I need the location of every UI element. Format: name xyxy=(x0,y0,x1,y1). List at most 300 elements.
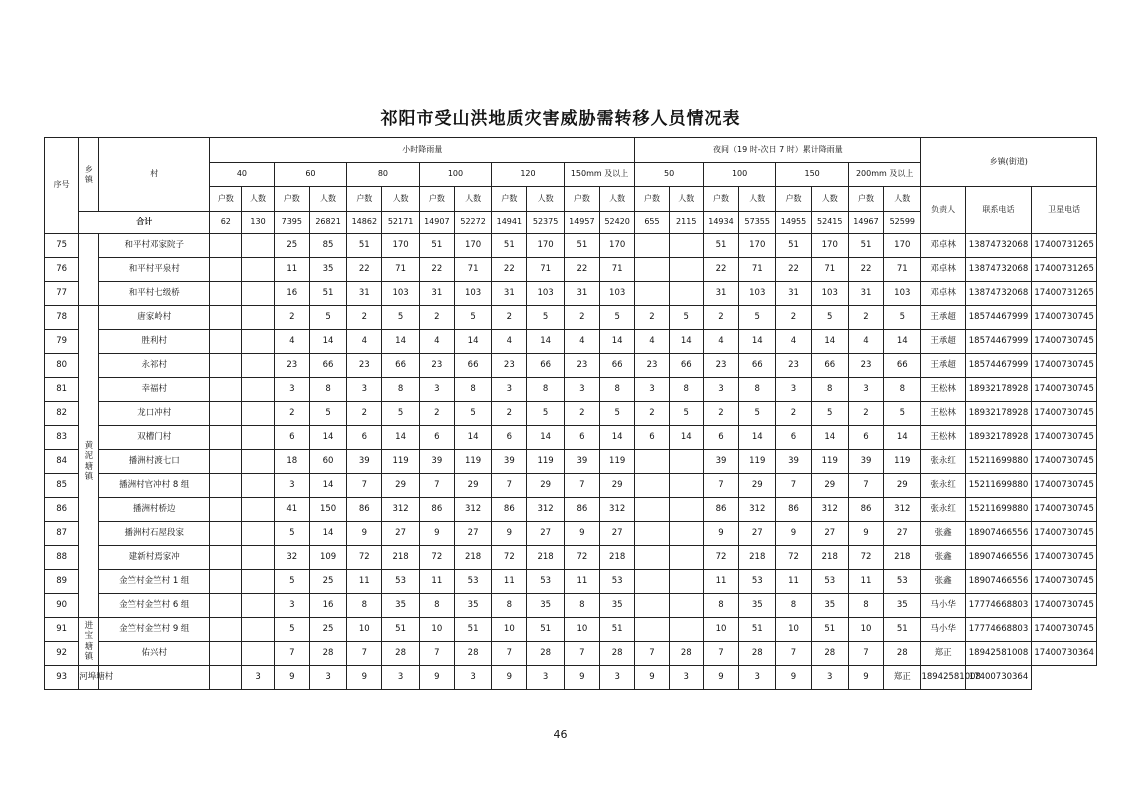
value-cell xyxy=(242,306,274,330)
value-cell xyxy=(210,546,242,570)
value-cell: 9 xyxy=(419,522,454,546)
value-cell: 11 xyxy=(564,570,599,594)
level-hourly-40: 40 xyxy=(210,163,274,187)
value-cell xyxy=(669,282,703,306)
value-cell: 22 xyxy=(564,258,599,282)
table-row xyxy=(45,522,1097,546)
value-cell: 8 xyxy=(669,378,703,402)
village-cell: 龙口冲村 xyxy=(99,402,210,426)
value-cell: 71 xyxy=(527,258,564,282)
township-cell: 黄泥塘镇 xyxy=(79,306,99,618)
village-cell: 河埠塘村 xyxy=(79,666,99,690)
value-cell xyxy=(669,546,703,570)
value-cell: 9 xyxy=(564,666,599,690)
value-cell: 7 xyxy=(564,642,599,666)
value-cell: 8 xyxy=(309,378,346,402)
value-cell xyxy=(242,378,274,402)
value-cell: 23 xyxy=(635,354,669,378)
value-cell: 5 xyxy=(884,402,921,426)
value-cell: 85 xyxy=(309,234,346,258)
phone-cell: 18907466556 xyxy=(965,570,1031,594)
value-cell: 9 xyxy=(635,666,669,690)
value-cell: 103 xyxy=(739,282,776,306)
value-cell xyxy=(635,450,669,474)
value-cell: 119 xyxy=(811,450,848,474)
table-row xyxy=(45,354,1097,378)
value-cell: 27 xyxy=(599,522,634,546)
table-row xyxy=(45,378,1097,402)
value-cell: 86 xyxy=(564,498,599,522)
value-cell: 29 xyxy=(884,474,921,498)
sat-phone-cell: 17400730745 xyxy=(1032,546,1097,570)
value-cell xyxy=(242,282,274,306)
village-cell: 播洲村石屋段家 xyxy=(99,522,210,546)
sat-phone-cell: 17400730745 xyxy=(1032,450,1097,474)
seq-cell: 76 xyxy=(45,258,79,282)
value-cell: 31 xyxy=(703,282,738,306)
value-cell xyxy=(669,570,703,594)
value-cell: 28 xyxy=(599,642,634,666)
value-cell: 66 xyxy=(454,354,491,378)
col-header-households: 户数 xyxy=(347,187,382,212)
township-cell xyxy=(79,234,99,306)
col-header-households: 户数 xyxy=(703,187,738,212)
value-cell: 5 xyxy=(454,402,491,426)
col-header-people: 人数 xyxy=(884,187,921,212)
value-cell: 27 xyxy=(527,522,564,546)
value-cell: 7 xyxy=(635,642,669,666)
village-cell: 金竺村金竺村 1 组 xyxy=(99,570,210,594)
value-cell: 2 xyxy=(274,306,309,330)
value-cell: 23 xyxy=(776,354,811,378)
value-cell: 51 xyxy=(811,618,848,642)
level-hourly-60: 60 xyxy=(274,163,347,187)
value-cell: 27 xyxy=(884,522,921,546)
value-cell: 14 xyxy=(669,330,703,354)
value-cell: 8 xyxy=(382,378,419,402)
sat-phone-cell: 17400731265 xyxy=(1032,258,1097,282)
value-cell: 4 xyxy=(564,330,599,354)
value-cell xyxy=(242,546,274,570)
col-header-people: 人数 xyxy=(454,187,491,212)
seq-cell: 84 xyxy=(45,450,79,474)
value-cell: 11 xyxy=(703,570,738,594)
value-cell: 6 xyxy=(564,426,599,450)
col-header-households: 户数 xyxy=(635,187,669,212)
village-cell: 播洲村官冲村 8 组 xyxy=(99,474,210,498)
value-cell: 9 xyxy=(703,522,738,546)
value-cell: 218 xyxy=(599,546,634,570)
seq-cell: 87 xyxy=(45,522,79,546)
value-cell: 2 xyxy=(776,306,811,330)
value-cell: 28 xyxy=(527,642,564,666)
phone-cell: 18907466556 xyxy=(965,522,1031,546)
value-cell: 312 xyxy=(454,498,491,522)
table-row xyxy=(45,282,1097,306)
leader-cell: 马小华 xyxy=(921,618,965,642)
value-cell: 170 xyxy=(599,234,634,258)
value-cell: 31 xyxy=(776,282,811,306)
phone-cell: 18932178928 xyxy=(965,402,1031,426)
value-cell: 86 xyxy=(703,498,738,522)
value-cell: 14 xyxy=(309,474,346,498)
value-cell: 51 xyxy=(419,234,454,258)
village-cell: 播洲村渡七口 xyxy=(99,450,210,474)
value-cell: 51 xyxy=(492,234,527,258)
phone-cell: 13874732068 xyxy=(965,258,1031,282)
value-cell xyxy=(635,522,669,546)
village-cell: 播洲村桥边 xyxy=(99,498,210,522)
value-cell: 3 xyxy=(419,378,454,402)
value-cell xyxy=(210,498,242,522)
leader-cell: 张永红 xyxy=(921,450,965,474)
value-cell: 103 xyxy=(527,282,564,306)
value-cell: 9 xyxy=(703,666,738,690)
value-cell xyxy=(669,522,703,546)
value-cell xyxy=(242,330,274,354)
value-cell xyxy=(669,474,703,498)
value-cell: 7 xyxy=(848,474,883,498)
value-cell: 10 xyxy=(848,618,883,642)
level-hourly-80: 80 xyxy=(347,163,420,187)
value-cell: 8 xyxy=(419,594,454,618)
value-cell: 71 xyxy=(884,258,921,282)
value-cell xyxy=(635,498,669,522)
value-cell: 53 xyxy=(454,570,491,594)
level-night-100: 100 xyxy=(703,163,776,187)
value-cell: 5 xyxy=(739,306,776,330)
value-cell: 4 xyxy=(776,330,811,354)
seq-cell: 81 xyxy=(45,378,79,402)
sat-phone-cell: 17400730745 xyxy=(1032,306,1097,330)
value-cell xyxy=(669,234,703,258)
value-cell: 2 xyxy=(419,306,454,330)
value-cell: 3 xyxy=(527,666,564,690)
leader-cell: 邓卓林 xyxy=(921,234,965,258)
value-cell xyxy=(242,570,274,594)
col-header-households: 户数 xyxy=(776,187,811,212)
value-cell: 29 xyxy=(382,474,419,498)
evacuation-table xyxy=(44,137,1097,690)
value-cell xyxy=(242,234,274,258)
seq-cell: 77 xyxy=(45,282,79,306)
value-cell: 28 xyxy=(454,642,491,666)
value-cell: 3 xyxy=(382,666,419,690)
value-cell: 32 xyxy=(274,546,309,570)
value-cell: 71 xyxy=(454,258,491,282)
value-cell: 16 xyxy=(274,282,309,306)
value-cell: 23 xyxy=(564,354,599,378)
value-cell: 10 xyxy=(564,618,599,642)
table-row xyxy=(45,450,1097,474)
value-cell: 4 xyxy=(492,330,527,354)
seq-cell: 89 xyxy=(45,570,79,594)
value-cell: 35 xyxy=(382,594,419,618)
value-cell: 66 xyxy=(599,354,634,378)
value-cell: 6 xyxy=(848,426,883,450)
seq-cell: 75 xyxy=(45,234,79,258)
value-cell: 3 xyxy=(492,378,527,402)
value-cell: 66 xyxy=(309,354,346,378)
value-cell xyxy=(242,618,274,642)
value-cell: 66 xyxy=(669,354,703,378)
value-cell: 2 xyxy=(347,402,382,426)
value-cell: 8 xyxy=(347,594,382,618)
value-cell: 170 xyxy=(527,234,564,258)
phone-cell: 17774668803 xyxy=(965,594,1031,618)
sat-phone-cell: 17400730745 xyxy=(1032,594,1097,618)
value-cell: 53 xyxy=(527,570,564,594)
value-cell: 25 xyxy=(274,234,309,258)
value-cell: 51 xyxy=(884,618,921,642)
value-cell: 170 xyxy=(884,234,921,258)
col-header-phone: 联系电话 xyxy=(965,187,1031,234)
value-cell xyxy=(210,450,242,474)
value-cell: 9 xyxy=(347,522,382,546)
phone-cell: 13874732068 xyxy=(965,282,1031,306)
value-cell: 2 xyxy=(776,402,811,426)
sat-phone-cell: 17400730364 xyxy=(965,666,1031,690)
total-cell: 52420 xyxy=(599,212,634,234)
value-cell: 27 xyxy=(811,522,848,546)
col-header-people: 人数 xyxy=(739,187,776,212)
phone-cell: 18574467999 xyxy=(965,354,1031,378)
value-cell: 14 xyxy=(309,330,346,354)
sat-phone-cell: 17400730745 xyxy=(1032,426,1097,450)
value-cell: 9 xyxy=(848,666,883,690)
col-header-people: 人数 xyxy=(382,187,419,212)
value-cell: 2 xyxy=(492,402,527,426)
value-cell xyxy=(635,474,669,498)
table-row xyxy=(45,666,1097,690)
value-cell: 39 xyxy=(419,450,454,474)
value-cell: 119 xyxy=(454,450,491,474)
value-cell: 22 xyxy=(419,258,454,282)
value-cell: 2 xyxy=(703,402,738,426)
value-cell: 14 xyxy=(669,426,703,450)
value-cell: 11 xyxy=(347,570,382,594)
value-cell xyxy=(635,234,669,258)
village-cell: 永祁村 xyxy=(99,354,210,378)
value-cell: 39 xyxy=(776,450,811,474)
value-cell: 14 xyxy=(811,426,848,450)
seq-cell: 82 xyxy=(45,402,79,426)
document-title: 祁阳市受山洪地质灾害威胁需转移人员情况表 xyxy=(380,109,741,129)
value-cell: 119 xyxy=(527,450,564,474)
value-cell: 3 xyxy=(776,378,811,402)
table-row xyxy=(45,642,1097,666)
value-cell xyxy=(669,258,703,282)
value-cell: 312 xyxy=(599,498,634,522)
sat-phone-cell: 17400731265 xyxy=(1032,282,1097,306)
value-cell: 5 xyxy=(309,306,346,330)
value-cell: 11 xyxy=(419,570,454,594)
value-cell: 170 xyxy=(454,234,491,258)
value-cell: 3 xyxy=(635,378,669,402)
value-cell: 109 xyxy=(309,546,346,570)
leader-cell: 王承超 xyxy=(921,330,965,354)
sat-phone-cell: 17400730745 xyxy=(1032,402,1097,426)
value-cell: 8 xyxy=(492,594,527,618)
sat-phone-cell: 17400730745 xyxy=(1032,354,1097,378)
value-cell: 11 xyxy=(776,570,811,594)
phone-cell: 15211699880 xyxy=(965,474,1031,498)
value-cell: 119 xyxy=(599,450,634,474)
table-row xyxy=(45,618,1097,642)
value-cell: 16 xyxy=(309,594,346,618)
col-header-households: 户数 xyxy=(564,187,599,212)
col-header-people: 人数 xyxy=(527,187,564,212)
value-cell: 218 xyxy=(739,546,776,570)
value-cell: 23 xyxy=(274,354,309,378)
sat-phone-cell: 17400730745 xyxy=(1032,474,1097,498)
value-cell xyxy=(242,642,274,666)
value-cell xyxy=(210,474,242,498)
value-cell: 7 xyxy=(419,642,454,666)
value-cell: 3 xyxy=(739,666,776,690)
value-cell: 86 xyxy=(419,498,454,522)
value-cell: 7 xyxy=(703,474,738,498)
sat-phone-cell: 17400730745 xyxy=(1032,498,1097,522)
value-cell: 14 xyxy=(309,522,346,546)
phone-cell: 15211699880 xyxy=(965,450,1031,474)
value-cell xyxy=(635,594,669,618)
value-cell: 103 xyxy=(884,282,921,306)
value-cell: 14 xyxy=(527,330,564,354)
village-cell: 双槽门村 xyxy=(99,426,210,450)
value-cell: 14 xyxy=(884,330,921,354)
value-cell: 5 xyxy=(739,402,776,426)
value-cell: 6 xyxy=(419,426,454,450)
value-cell: 23 xyxy=(703,354,738,378)
value-cell: 5 xyxy=(274,522,309,546)
value-cell: 31 xyxy=(347,282,382,306)
value-cell: 14 xyxy=(739,426,776,450)
value-cell: 14 xyxy=(454,330,491,354)
value-cell: 7 xyxy=(492,474,527,498)
value-cell: 2 xyxy=(347,306,382,330)
value-cell: 22 xyxy=(776,258,811,282)
value-cell: 218 xyxy=(527,546,564,570)
value-cell: 39 xyxy=(564,450,599,474)
value-cell: 3 xyxy=(242,666,274,690)
value-cell xyxy=(242,498,274,522)
value-cell: 5 xyxy=(382,306,419,330)
value-cell: 22 xyxy=(848,258,883,282)
level-night-150: 150 xyxy=(776,163,849,187)
value-cell: 9 xyxy=(564,522,599,546)
col-header-households: 户数 xyxy=(274,187,309,212)
col-header-households: 户数 xyxy=(848,187,883,212)
value-cell: 22 xyxy=(492,258,527,282)
value-cell xyxy=(210,666,242,690)
leader-cell: 王承超 xyxy=(921,354,965,378)
value-cell xyxy=(242,402,274,426)
value-cell: 28 xyxy=(884,642,921,666)
phone-cell: 13874732068 xyxy=(965,234,1031,258)
value-cell: 3 xyxy=(811,666,848,690)
leader-cell: 郑正 xyxy=(921,642,965,666)
value-cell: 51 xyxy=(527,618,564,642)
value-cell: 3 xyxy=(274,378,309,402)
value-cell: 51 xyxy=(382,618,419,642)
value-cell: 29 xyxy=(454,474,491,498)
value-cell xyxy=(242,522,274,546)
leader-cell: 王松林 xyxy=(921,378,965,402)
total-cell: 14967 xyxy=(848,212,883,234)
value-cell: 35 xyxy=(739,594,776,618)
value-cell: 25 xyxy=(309,570,346,594)
value-cell: 9 xyxy=(776,522,811,546)
value-cell: 66 xyxy=(739,354,776,378)
col-header-person-in-charge: 负责人 xyxy=(921,187,965,234)
leader-cell: 张鑫 xyxy=(921,570,965,594)
value-cell: 8 xyxy=(599,378,634,402)
leader-cell: 邓卓林 xyxy=(921,258,965,282)
value-cell: 7 xyxy=(347,474,382,498)
col-header-people: 人数 xyxy=(669,187,703,212)
seq-cell: 90 xyxy=(45,594,79,618)
value-cell: 6 xyxy=(347,426,382,450)
value-cell: 7 xyxy=(703,642,738,666)
value-cell: 3 xyxy=(703,378,738,402)
value-cell: 66 xyxy=(527,354,564,378)
seq-cell: 83 xyxy=(45,426,79,450)
value-cell: 7 xyxy=(347,642,382,666)
level-night-50: 50 xyxy=(635,163,704,187)
value-cell: 170 xyxy=(811,234,848,258)
value-cell: 71 xyxy=(382,258,419,282)
col-header-households: 户数 xyxy=(492,187,527,212)
level-hourly-120: 120 xyxy=(492,163,565,187)
col-group-hourly: 小时降雨量 xyxy=(210,138,635,163)
value-cell: 39 xyxy=(703,450,738,474)
value-cell: 35 xyxy=(309,258,346,282)
village-cell: 和平村平泉村 xyxy=(99,258,210,282)
table-row xyxy=(45,258,1097,282)
value-cell: 86 xyxy=(492,498,527,522)
value-cell: 3 xyxy=(347,378,382,402)
value-cell: 86 xyxy=(776,498,811,522)
seq-cell: 79 xyxy=(45,330,79,354)
value-cell: 31 xyxy=(419,282,454,306)
value-cell: 27 xyxy=(454,522,491,546)
value-cell: 14 xyxy=(599,330,634,354)
value-cell xyxy=(210,522,242,546)
value-cell: 29 xyxy=(599,474,634,498)
value-cell: 218 xyxy=(382,546,419,570)
value-cell: 11 xyxy=(848,570,883,594)
value-cell: 39 xyxy=(492,450,527,474)
total-cell: 14934 xyxy=(703,212,738,234)
value-cell: 72 xyxy=(848,546,883,570)
seq-cell: 88 xyxy=(45,546,79,570)
value-cell: 31 xyxy=(492,282,527,306)
value-cell: 170 xyxy=(739,234,776,258)
value-cell: 5 xyxy=(527,306,564,330)
value-cell: 4 xyxy=(848,330,883,354)
value-cell: 22 xyxy=(703,258,738,282)
value-cell: 2 xyxy=(848,402,883,426)
total-cell: 52415 xyxy=(811,212,848,234)
value-cell: 28 xyxy=(669,642,703,666)
value-cell xyxy=(242,474,274,498)
value-cell: 41 xyxy=(274,498,309,522)
value-cell: 312 xyxy=(527,498,564,522)
level-hourly-150-plus: 150mm 及以上 xyxy=(564,163,635,187)
value-cell: 103 xyxy=(382,282,419,306)
value-cell: 71 xyxy=(811,258,848,282)
